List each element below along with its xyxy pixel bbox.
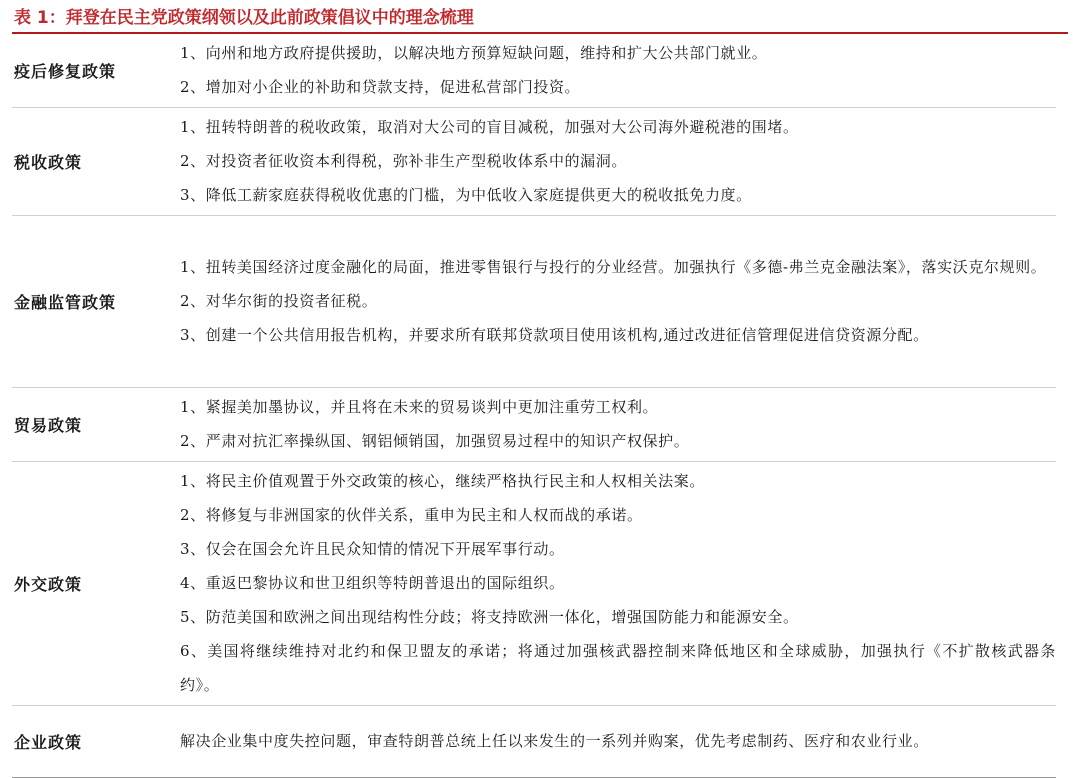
list-item: 1、扭转特朗普的税收政策，取消对大公司的盲目减税，加强对大公司海外避税港的围堵。 <box>180 118 799 136</box>
row-items <box>180 388 1056 462</box>
row-items <box>180 216 1056 388</box>
table-row <box>12 388 1056 462</box>
table-row <box>12 108 1056 216</box>
list-item: 3、仅会在国会允许且民众知情的情况下开展军事行动。 <box>180 540 565 558</box>
policy-table <box>12 34 1056 778</box>
list-item: 2、严肃对抗汇率操纵国、钢铝倾销国，加强贸易过程中的知识产权保护。 <box>180 432 690 450</box>
list-item: 1、紧握美加墨协议，并且将在未来的贸易谈判中更加注重劳工权利。 <box>180 398 659 416</box>
list-item: 6、美国将继续维持对北约和保卫盟友的承诺；将通过加强核武器控制来降低地区和全球威胁，加强执行《不扩散核武器条约》。 <box>180 642 1056 694</box>
list-item: 2、对华尔街的投资者征税。 <box>180 292 378 310</box>
list-item: 3、创建一个公共信用报告机构，并要求所有联邦贷款项目使用该机构,通过改进征信管理促进信贷资源分配。 <box>180 326 929 344</box>
row-category: 疫后修复政策 <box>12 34 180 108</box>
list-item: 1、将民主价值观置于外交政策的核心，继续严格执行民主和人权相关法案。 <box>180 472 705 490</box>
row-items <box>180 706 1056 778</box>
table-row <box>12 462 1056 706</box>
list-item: 4、重返巴黎协议和世卫组织等特朗普退出的国际组织。 <box>180 574 565 592</box>
list-item: 5、防范美国和欧洲之间出现结构性分歧；将支持欧洲一体化，增强国防能力和能源安全。 <box>180 608 799 626</box>
list-item: 2、增加对小企业的补助和贷款支持，促进私营部门投资。 <box>180 78 581 96</box>
table-row <box>12 706 1056 778</box>
row-category: 税收政策 <box>12 108 180 216</box>
row-items <box>180 108 1056 216</box>
row-category: 外交政策 <box>12 462 180 706</box>
list-item: 1、向州和地方政府提供援助，以解决地方预算短缺问题，维持和扩大公共部门就业。 <box>180 44 768 62</box>
row-items <box>180 34 1056 108</box>
table-row <box>12 216 1056 388</box>
row-category: 企业政策 <box>12 706 180 778</box>
list-item: 3、降低工薪家庭获得税收优惠的门槛，为中低收入家庭提供更大的税收抵免力度。 <box>180 186 752 204</box>
list-item: 解决企业集中度失控问题，审查特朗普总统上任以来发生的一系列并购案，优先考虑制药、医疗和农业行业。 <box>180 732 929 750</box>
table-title: 表 1：拜登在民主党政策纲领以及此前政策倡议中的理念梳理 <box>14 8 474 28</box>
row-category: 贸易政策 <box>12 388 180 462</box>
row-category: 金融监管政策 <box>12 216 180 388</box>
list-item: 1、扭转美国经济过度金融化的局面，推进零售银行与投行的分业经营。加强执行《多德-弗兰克金融法案》，落实沃克尔规则。 <box>180 258 1047 276</box>
table-row <box>12 34 1056 108</box>
list-item: 2、对投资者征收资本利得税，弥补非生产型税收体系中的漏洞。 <box>180 152 627 170</box>
list-item: 2、将修复与非洲国家的伙伴关系，重申为民主和人权而战的承诺。 <box>180 506 643 524</box>
row-items <box>180 462 1056 706</box>
